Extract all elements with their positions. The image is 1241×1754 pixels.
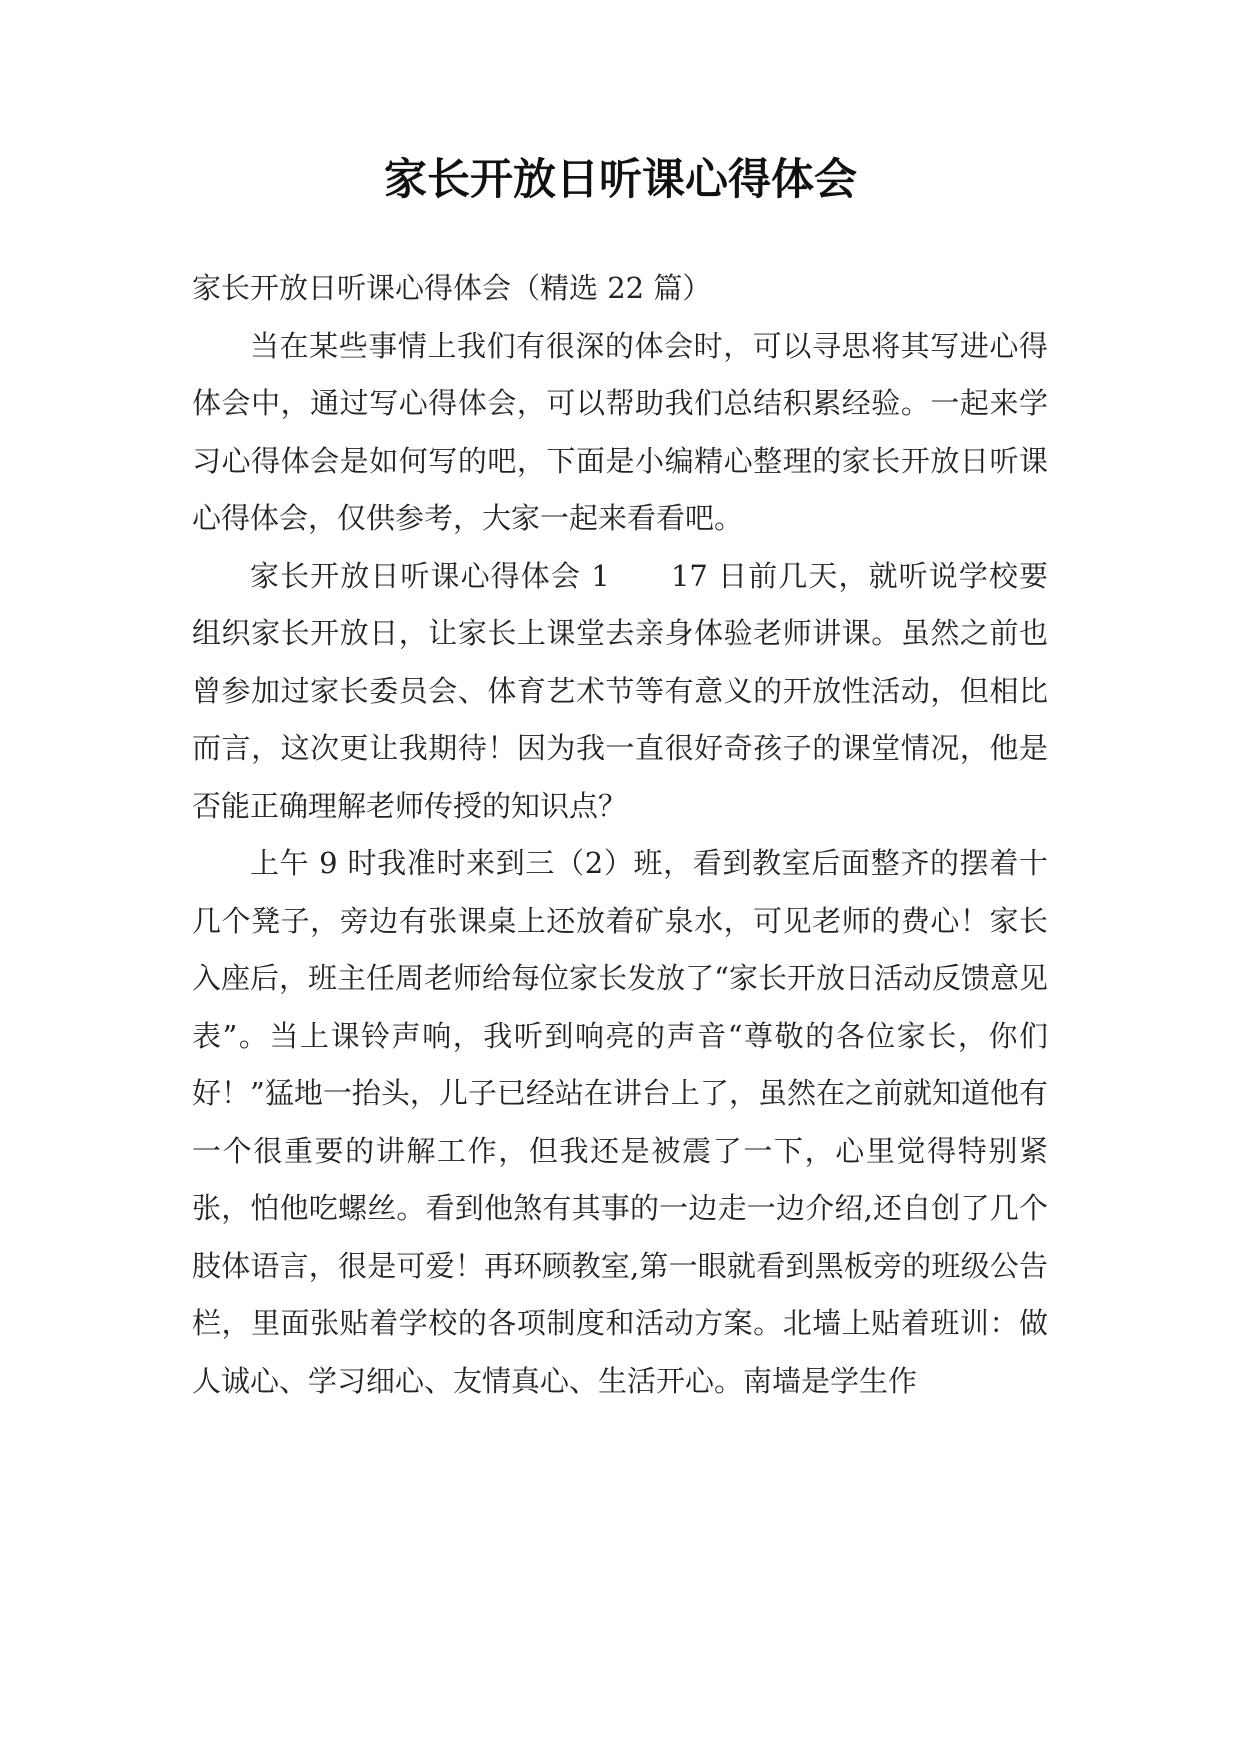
paragraph-essay-1: 家长开放日听课心得体会 1 17 日前几天，就听说学校要组织家长开放日，让家长上课堂去亲身体验老师讲课。虽然之前也曾参加过家长委员会、体育艺术节等有意义的开放性活动，但相比而言，这次更让我期待！因为我一直很好奇孩子的课堂情况，他是否能正确理解老师传授的知识点？ — [192, 558, 1048, 823]
document-subtitle: 家长开放日听课心得体会（精选 22 篇） — [192, 271, 712, 305]
paragraph-classroom-visit: 上午 9 时我准时来到三（2）班，看到教室后面整齐的摆着十几个凳子，旁边有张课桌上还放着矿泉水，可见老师的费心！家长入座后，班主任周老师给每位家长发放了“家长开放日活动反馈意见表”。当上课铃声响，我听到响亮的声音“尊敬的各位家长，你们好！”猛地一抬头，儿子已经站在讲台上了，虽然在之前就知道他有一个很重要的讲解工作，但我还是被震了一下，心里觉得特别紧张，怕他吃螺丝。看到他煞有其事的一边走一边介绍,还自创了几个肢体语言，很是可爱！再环顾教室,第一眼就看到黑板旁的班级公告栏，里面张贴着学校的各项制度和活动方案。北墙上贴着班训：做人诚心、学习细心、友情真心、生活开心。南墙是学生作 — [192, 846, 1048, 1398]
document-body — [192, 260, 1048, 1410]
paragraph-intro: 当在某些事情上我们有很深的体会时，可以寻思将其写进心得体会中，通过写心得体会，可以帮助我们总结积累经验。一起来学习心得体会是如何写的吧，下面是小编精心整理的家长开放日听课心得体会，仅供参考，大家一起来看看吧。 — [192, 328, 1048, 535]
document-title: 家长开放日听课心得体会 — [384, 155, 857, 205]
